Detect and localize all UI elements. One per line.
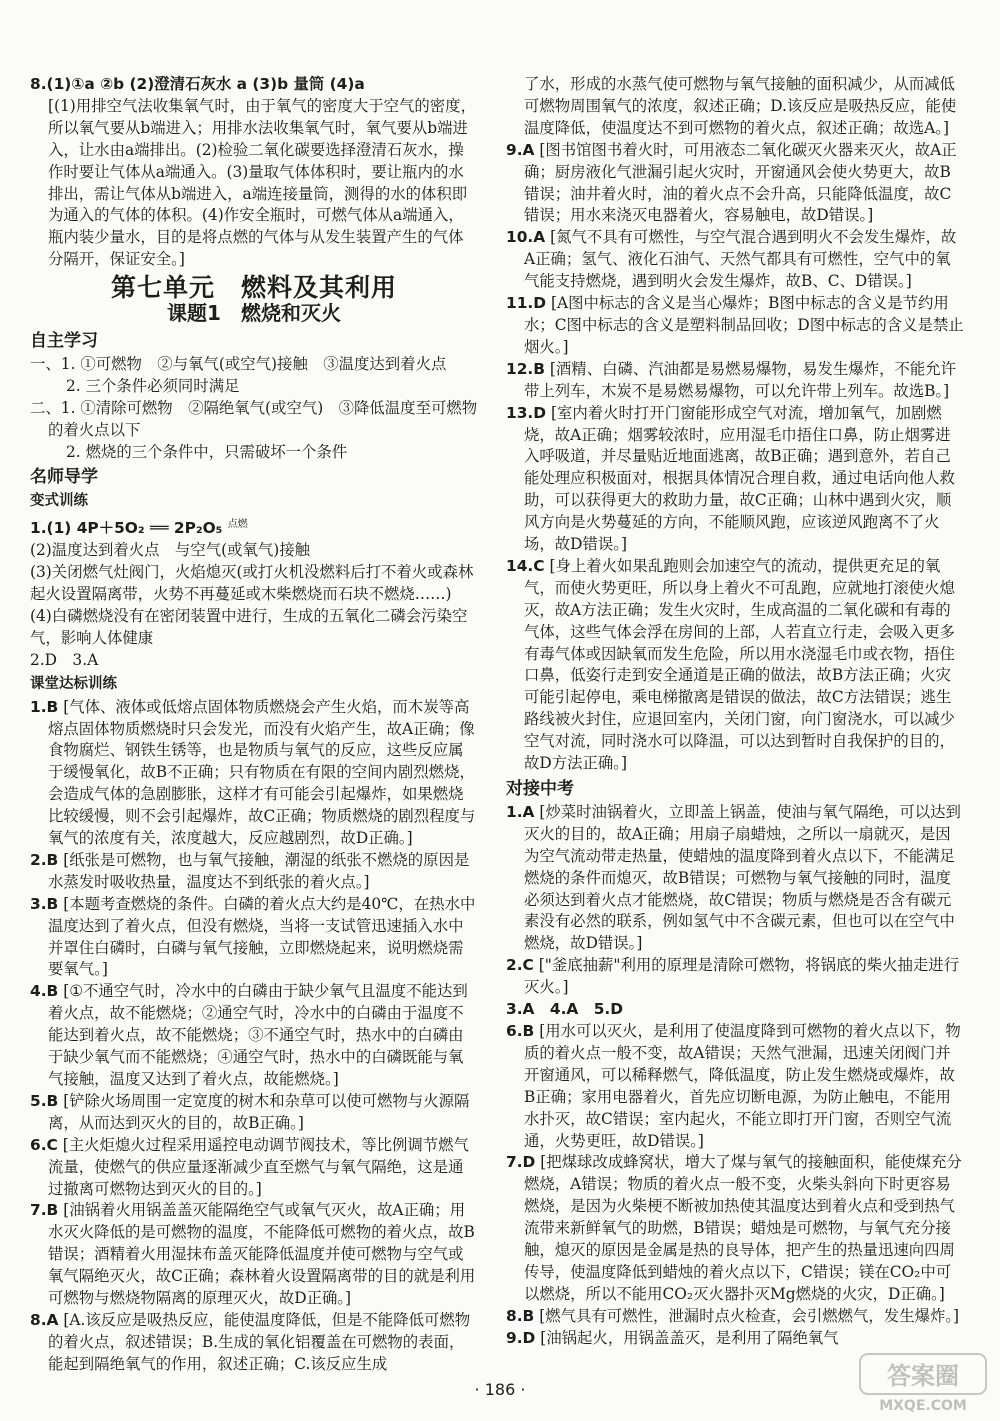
- answer-number: 4.B: [30, 982, 59, 1001]
- answer-text: [油锅起火，用锅盖盖灭，是利用了隔绝氧气: [540, 1328, 839, 1347]
- answer-item: [506, 1152, 966, 1305]
- answer-item: [30, 1091, 478, 1135]
- lesson-title: 课题1 燃烧和灭火: [167, 301, 341, 326]
- left-column: [30, 74, 478, 1376]
- answer-item: [506, 403, 966, 556]
- answer-text: [室内着火时打开门窗能形成空气对流，增加氧气，加剧燃烧，故A正确；烟雾较浓时，应用湿毛巾捂住口鼻，防止烟雾进入呼吸道，并尽量贴近地面逃离，故B正确；遇到意外，若自己能处理应积极面对，根据具体情况合理自救，通过电话向他人救助，可以获得更大的救助力量，故C正确；山林中遇到火灾，顺风方向是火势蔓延的方向，不能顺风跑，应该逆风跑离不了火场，故D错误。]: [524, 403, 955, 554]
- answer-text: [用水可以灭火，是利用了使温度降到可燃物的着火点以下，物质的着火点一般不变，故A错误；天然气泄漏，迅速关闭阀门并开窗通风，可以稀释燃气，降低温度，防止发生燃烧或爆炸，故B正确；家用电器着火，首先应切断电源，为防止触电，不能用水扑灭，故C错误；室内起火，不能立即打开门窗，否则空气流通，火势更旺，故D错误。]: [524, 1021, 961, 1150]
- answer-item: [506, 1021, 966, 1152]
- answer-number: 1.A: [506, 802, 535, 821]
- section-heading: 自主学习: [30, 330, 98, 351]
- unit-title: 第七单元 燃料及其利用: [110, 273, 397, 303]
- answer-item: [30, 1200, 478, 1310]
- answer-explanation: 了水，形成的水蒸气使可燃物与氧气接触的面积减少，从而减低可燃物周围氧气的浓度，叙述正确；D.该反应是吸热反应，能使温度降低，使温度达不到可燃物的着火点，叙述正确；故选A。]: [524, 75, 957, 137]
- answer-number: 7.D: [506, 1153, 536, 1172]
- equation-text: 4P＋5O₂ ══ 2P₂O₅: [76, 519, 223, 538]
- answer-text: [酒精、白磷、汽油都是易燃易爆物，易发生爆炸，不能允许带上列车，木炭不是易燃易爆物，可以允许带上列车。故选B。]: [524, 359, 957, 400]
- answer-text: [铲除火场周围一定宽度的树木和杂草可以使可燃物与火源隔离，从而达到灭火的目的，故B正确。]: [48, 1091, 470, 1132]
- answer-item: [30, 981, 478, 1091]
- chemical-equation: [30, 514, 478, 540]
- answer-item: [506, 556, 966, 775]
- answer-text: [燃气具有可燃性，泄漏时点火检查，会引燃燃气，发生爆炸。]: [539, 1306, 960, 1325]
- answer-list: [506, 140, 966, 775]
- answer-text: ["釜底抽薪"利用的原理是清除可燃物，将锅底的柴火抽走进行灭火。]: [524, 956, 960, 997]
- svg-text:答案圈: 答案圈: [887, 1362, 959, 1390]
- answer-item: [506, 359, 966, 403]
- answer-number: 8.A: [30, 1310, 59, 1329]
- answer-text: [主火炬熄火过程采用遥控电动调节阀技术，等比例调节燃气流量，使燃气的供应量逐渐减少直至燃气与氧气隔绝，这是通过撤离可燃物达到灭火的目的。]: [48, 1135, 469, 1198]
- section-heading: 对接中考: [506, 779, 574, 799]
- answer-text: [炒菜时油锅着火，立即盖上锅盖，使油与氧气隔绝，可以达到灭火的目的，故A正确；用扇子扇蜡烛，之所以一扇就灭，是因为空气流动带走热量，使蜡烛的温度降到着火点以下，不能满足燃烧的条件而熄灭，故B错误；可燃物与氧气接触的同时，温度必须达到着火点才能燃烧，故C错误；物质与燃烧是否含有碳元素没有必然的联系，例如氢气中不含碳元素，但也可以在空气中燃烧，故D错误。]: [524, 802, 961, 953]
- answer-number: 3.A 4.A 5.D: [506, 1000, 624, 1019]
- answer-item: [506, 1328, 966, 1350]
- answer-text: [①不通空气时，冷水中的白磷由于缺少氧气且温度不能达到着火点，故不能燃烧；②通空气时，冷水中的白磷由于温度不能达到着火点，故不能燃烧；③不通空气时，热水中的白磷由于缺少氧气而不能燃烧；④通空气时，热水中的白磷既能与氧气接触，温度又达到了着火点，故能燃烧。]: [48, 982, 468, 1088]
- answer-item: (3)关闭燃气灶阀门，火焰熄灭(或打火机没燃料后打不着火或森林起火设置隔离带，火势不再蔓延或木柴燃烧而石块不燃烧……): [30, 563, 474, 604]
- subsection-heading: 变式训练: [30, 493, 88, 510]
- answer-item: [506, 999, 966, 1021]
- section-heading: 名师导学: [30, 467, 98, 488]
- answer-item: 2.D 3.A: [30, 650, 99, 669]
- right-column: [506, 74, 966, 1350]
- answer-item: [30, 697, 478, 850]
- answer-number: 10.A: [506, 228, 546, 247]
- answer-item: [30, 1135, 478, 1201]
- answer-item: 二、1. ①清除可燃物 ②隔绝氧气(或空气) ③降低温度至可燃物的着火点以下: [30, 398, 478, 439]
- answer-text: [图书馆图书着火时，可用液态二氧化碳灭火器来灭火，故A正确；厨房液化气泄漏引起火灾时，开窗通风会使火势更大，故B错误；油井着火时，油的着火点不会升高，只能降低温度，故C错误；用水来浇灭电器着火，容易触电，故D错误。]: [524, 140, 957, 225]
- answer-number: 8.B: [506, 1306, 535, 1325]
- answer-text: [油锅着火用锅盖盖灭能隔绝空气或氧气灭火，故A正确；用水灭火降低的是可燃物的温度，不能降低可燃物的着火点，故B错误；酒精着火用湿抹布盖灭能降低温度并使可燃物与空气或氧气隔绝灭火，故C正确；森林着火设置隔离带的目的就是利用可燃物与燃烧物隔离的原理灭火，故D正确。]: [48, 1201, 476, 1308]
- answer-text: [纸张是可燃物，也与氧气接触，潮湿的纸张不燃烧的原因是水蒸发时吸收热量，温度达不到纸张的着火点。]: [48, 850, 470, 891]
- answer-item: [30, 1310, 478, 1376]
- answer-item: [506, 1306, 966, 1328]
- equation-condition: 点燃: [227, 519, 248, 531]
- answer-number: 6.C: [30, 1135, 58, 1154]
- answer-text: [A.该反应是吸热反应，能使温度降低，但是不能降低可燃物的着火点，叙述错误；B.生成的氧化铝覆盖在可燃物的表面，能起到隔绝氧气的作用，叙述正确；C.该反应生成: [48, 1310, 471, 1373]
- answer-item: 一、1. ①可燃物 ②与氧气(或空气)接触 ③温度达到着火点: [30, 354, 447, 373]
- answer-text: [气体、液体或低熔点固体物质燃烧会产生火焰，而木炭等高熔点固体物质燃烧时只会发光，而没有火焰产生，故A正确；像食物腐烂、钢铁生锈等，也是物质与氧气的反应，这些反应属于缓慢氧化，故B不正确；只有物质在有限的空间内剧烈燃烧，会造成气体的急剧膨胀，这样才有可能会引起爆炸，如果燃烧比较缓慢，则不会引起爆炸，故C正确；物质燃烧的剧烈程度与氧气的浓度有关，浓度越大，反应越剧烈，故D正确。]: [48, 697, 476, 848]
- answer-number: 6.B: [506, 1021, 535, 1040]
- answer-number: 9.A: [506, 140, 535, 159]
- subsection-heading: 课堂达标训练: [30, 675, 117, 692]
- svg-text:MXQE.COM: MXQE.COM: [879, 1398, 967, 1414]
- answer-text: [身上着火如果乱跑则会加速空气的流动，提供更充足的氧气，而使火势更旺，所以身上着火不可乱跑，应就地打滚使火熄灭，故A方法正确；发生火灾时，生成高温的二氧化碳和有毒的气体，这些气体会浮在房间的上部，人若直立行走，会吸入更多有毒气体或因缺氧而发生危险，所以用水浇湿毛巾或衣物，捂住口鼻，低姿行走到安全通道是正确的做法，故B方法正确；火灾可能引起停电，乘电梯撤离是错误的做法，故C方法错误；逃生路线被火封住，应退回室内，关闭门窗，向门窗浇水，可以减少空气对流，同时浇水可以降温，可以达到暂时自我保护的目的，故D方法正确。]: [524, 556, 955, 773]
- answer-item: 8.(1)①a ②b (2)澄清石灰水 a (3)b 量筒 (4)a: [30, 75, 365, 93]
- answer-number: 11.D: [506, 294, 547, 313]
- answer-text: [氮气不具有可燃性，与空气混合遇到明火不会发生爆炸，故A正确；氢气、液化石油气、天然气都具有可燃性，空气中的氧气能支持燃烧，遇到明火会发生爆炸，故B、C、D错误。]: [524, 228, 957, 291]
- answer-item: 2. 燃烧的三个条件中，只需破坏一个条件: [66, 442, 348, 461]
- watermark-logo: [858, 1350, 988, 1416]
- answer-item: (4)白磷燃烧没有在密闭装置中进行，生成的五氧化二磷会污染空气，影响人体健康: [30, 606, 468, 647]
- answer-number: 12.B: [506, 359, 545, 378]
- answer-item: 2. 三个条件必须同时满足: [66, 376, 240, 395]
- answer-item: [30, 850, 478, 894]
- answer-list: [30, 697, 478, 1376]
- answer-number: 5.B: [30, 1091, 59, 1110]
- answer-number: 7.B: [30, 1201, 59, 1220]
- answer-text: [本题考查燃烧的条件。白磷的着火点大约是40℃，在热水中温度达到了着火点，但没有燃烧，当将一支试管迅速插入水中并罩住白磷时，白磷与氧气接触，立即燃烧起来，说明燃烧需要氧气。]: [48, 894, 476, 979]
- answer-number: 9.D: [506, 1328, 536, 1347]
- answer-number: 1.B: [30, 697, 59, 716]
- answer-text: [把煤球改成蜂窝状，增大了煤与氧气的接触面积，能使煤充分燃烧，A错误；物质的着火点一般不变，火柴头斜向下时更容易燃烧，是因为火柴梗不断被加热使其温度达到着火点和受到热气流带来新鲜氧气的助燃，B错误；蜡烛是可燃物，与氧气充分接触，熄灭的原因是金属是热的良导体，把产生的热量迅速向四周传导，使温度降低到蜡烛的着火点以下，C错误；镁在CO₂中可以燃烧，所以不能用CO₂灭火器扑灭Mg燃烧的火灾，D正确。]: [524, 1153, 962, 1303]
- answer-number: 14.C: [506, 556, 545, 575]
- answer-item: [506, 802, 966, 955]
- answer-list: [506, 802, 966, 1350]
- answer-explanation: [(1)用排空气法收集氧气时，由于氧气的密度大于空气的密度，所以氧气要从b端进入；用排水法收集氧气时，氧气要从b端进入，让水由a端排出。(2)检验二氧化碳要选择澄清石灰水，操作时要让气体从a端通入。(3)量取气体体积时，要让瓶内的水排出，需让气体从b端进入，a端连接量筒，测得的水的体积即为通入的气体的体积。(4)作安全瓶时，可燃气体从a端通入，瓶内装少量水，目的是将点燃的气体与从发生装置产生的气体分隔开，保证安全。]: [48, 96, 476, 269]
- answer-text: [A图中标志的含义是当心爆炸；B图中标志的含义是节约用水；C图中标志的含义是塑料制品回收；D图中标志的含义是禁止烟火。]: [524, 294, 964, 356]
- answer-item: [506, 140, 966, 228]
- answer-item: [30, 894, 478, 982]
- page-number: · 186 ·: [474, 1380, 526, 1399]
- answer-item: [506, 293, 966, 359]
- answer-item: [506, 227, 966, 293]
- answer-number: 2.C: [506, 956, 534, 975]
- answer-number: 13.D: [506, 403, 547, 422]
- answer-item: [506, 955, 966, 999]
- answer-item: (2)温度达到着火点 与空气(或氧气)接触: [30, 541, 311, 560]
- equation-label: 1.(1): [30, 519, 72, 538]
- answer-number: 2.B: [30, 850, 59, 869]
- answer-number: 3.B: [30, 894, 59, 913]
